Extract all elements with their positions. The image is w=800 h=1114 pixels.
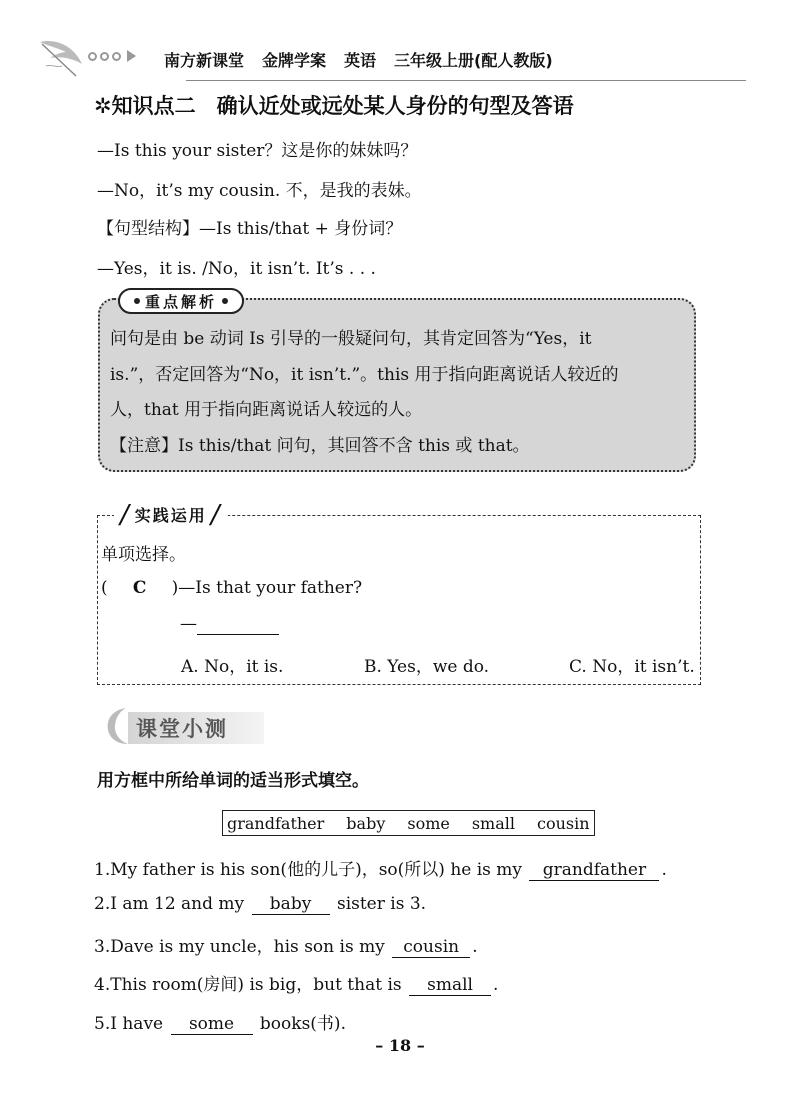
practice-answer: C xyxy=(132,578,147,598)
header-dots xyxy=(88,50,136,62)
analysis-note: 【注意】Is this/that 问句，其回答不含 this 或 that。 xyxy=(110,435,530,456)
practice-question: —Is that your father? xyxy=(178,578,363,598)
quill-icon xyxy=(36,36,84,82)
structure-label: 【句型结构】 xyxy=(97,219,199,239)
answer-blank[interactable]: some xyxy=(171,1014,253,1035)
analysis-line: 人，that 用于指向距离说话人较远的人。 xyxy=(110,400,423,420)
quiz-item-4: 4.This room(房间) is big，but that is small . xyxy=(94,975,499,995)
page-number: – 18 – xyxy=(375,1036,425,1055)
book-subtitle: 金牌学案 xyxy=(262,51,327,70)
practice-title: / 实践运用 / xyxy=(114,503,228,526)
quiz-title: 课堂小测 xyxy=(136,717,228,741)
practice-reply-row: — xyxy=(180,614,279,635)
knowledge-point-title: ✲知识点二 确认近处或远处某人身份的句型及答语 xyxy=(94,94,574,118)
analysis-line: 问句是由 be 动词 Is 引导的一般疑问句，其肯定回答为“Yes，it xyxy=(110,329,592,349)
sentence-structure xyxy=(97,214,402,239)
practice-question-row: ( C )—Is that your father? xyxy=(101,578,363,598)
quiz-item-2: 2.I am 12 and my baby sister is 3. xyxy=(94,894,427,914)
word-bank-box xyxy=(222,810,595,836)
header-rule xyxy=(186,80,746,81)
analysis-line: is.”，否定回答为“No，it isn’t.”。this 用于指向距离说话人较近的 xyxy=(110,364,619,385)
option-c[interactable]: C. No，it isn’t. xyxy=(569,657,695,677)
key-analysis-text xyxy=(110,322,690,464)
word-bank-item: grandfather xyxy=(227,813,325,833)
quiz-instruction: 用方框中所给单词的适当形式填空。 xyxy=(97,771,369,791)
page-header xyxy=(36,36,766,84)
answer-blank[interactable]: cousin xyxy=(392,937,470,958)
key-analysis-tag: 重点解析 xyxy=(118,288,244,314)
answer-blank[interactable]: small xyxy=(409,975,491,996)
example-answer: —No，it’s my cousin. 不，是我的表妹。 xyxy=(97,181,422,201)
structure-text: —Is this/that + 身份词？ xyxy=(199,219,403,239)
practice-instruction: 单项选择。 xyxy=(101,545,186,565)
answer-blank[interactable]: baby xyxy=(252,894,330,915)
quiz-item-1: 1.My father is his son(他的儿子)，so(所以) he is my grandfather . xyxy=(94,860,667,880)
answer-blank[interactable]: grandfather xyxy=(529,860,659,881)
reply-blank[interactable] xyxy=(197,614,279,635)
example-question: —Is this your sister？这是你的妹妹吗？ xyxy=(97,141,418,161)
word-bank-item: cousin xyxy=(537,813,590,833)
word-bank-item: baby xyxy=(346,813,386,833)
option-a[interactable]: A. No，it is. xyxy=(181,657,284,677)
word-bank-item: small xyxy=(471,813,515,833)
book-grade: 三年级上册(配人教版) xyxy=(394,51,553,70)
structure-answers: —Yes，it is. /No，it isn’t. It’s . . . xyxy=(97,259,376,279)
book-subject: 英语 xyxy=(344,51,377,70)
word-bank-item: some xyxy=(407,813,450,833)
quiz-item-3: 3.Dave is my uncle，his son is my cousin . xyxy=(94,937,478,957)
book-series: 南方新课堂 xyxy=(164,51,245,70)
option-b[interactable]: B. Yes，we do. xyxy=(364,657,490,677)
quiz-item-5: 5.I have some books(书). xyxy=(94,1014,346,1034)
